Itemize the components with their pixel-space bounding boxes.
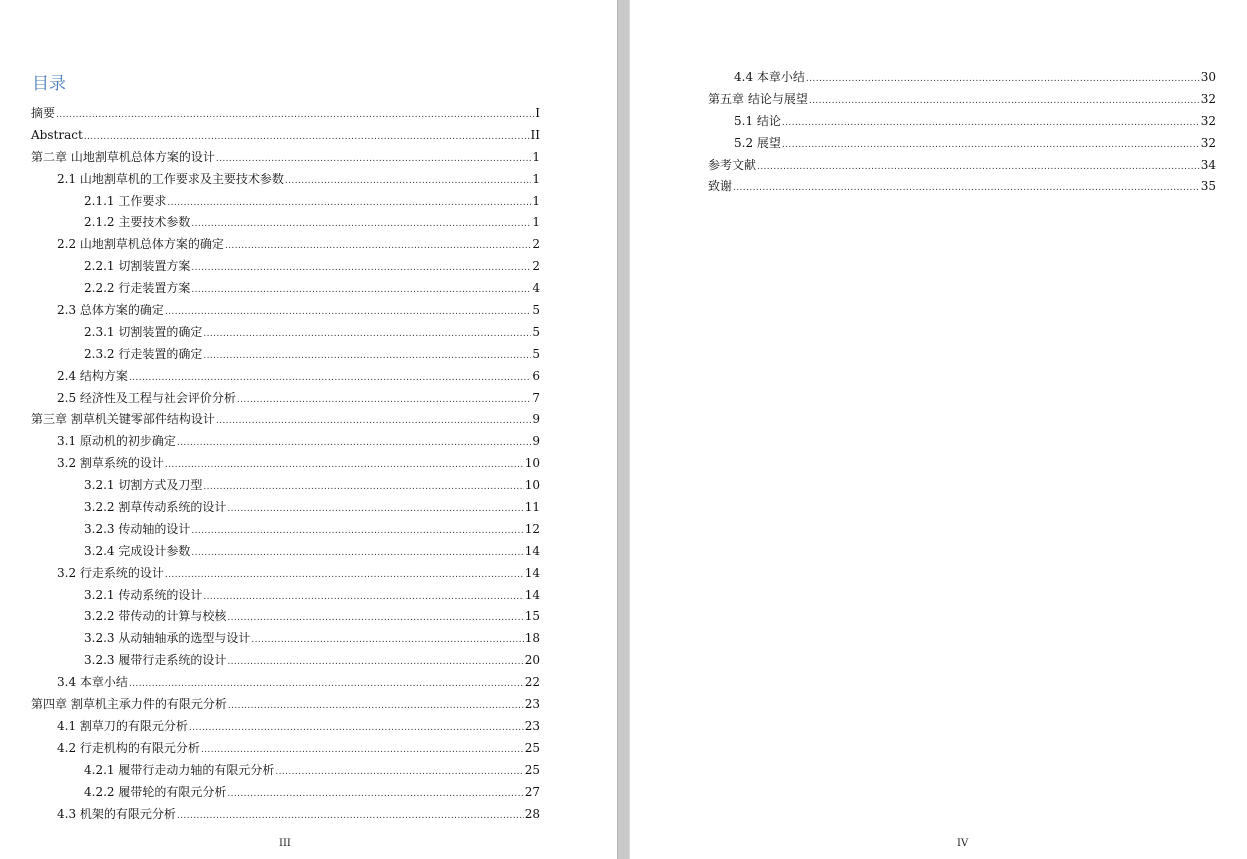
toc-entry-label: 2.1.1 工作要求 [84,193,167,208]
toc-entry[interactable] [31,782,540,804]
toc-entry[interactable] [31,344,540,366]
toc-leader-dots [227,608,523,630]
toc-entry[interactable] [31,585,540,607]
toc-entry[interactable] [31,672,540,694]
toc-leader-dots [227,499,523,521]
toc-entry-page: 22 [524,675,540,690]
toc-entry-page: 14 [524,587,540,602]
document-page-right [630,0,1247,859]
toc-entry[interactable] [708,111,1216,133]
toc-entry-label: 5.2 展望 [734,135,781,150]
toc-leader-dots [191,543,523,565]
toc-entry-label: 3.2.3 履带行走系统的设计 [84,653,227,668]
toc-entry-label: 3.2.4 完成设计参数 [84,543,191,558]
toc-entry-page: II [530,127,540,142]
toc-entry[interactable] [31,453,540,475]
toc-entry-label: 4.2 行走机构的有限元分析 [57,740,200,755]
toc-entry[interactable] [31,300,540,322]
toc-leader-dots [177,433,531,455]
toc-leader-dots [782,113,1200,135]
toc-entry-label: 第四章 割草机主承力件的有限元分析 [31,697,227,712]
toc-entry-label: 第二章 山地割草机总体方案的设计 [31,149,215,164]
toc-leader-dots [191,214,531,236]
toc-entry[interactable] [31,431,540,453]
toc-leader-dots [227,652,523,674]
toc-entry[interactable] [31,716,540,738]
toc-entry[interactable] [31,103,540,125]
toc-list [31,103,540,825]
toc-entry-page: 25 [524,740,540,755]
toc-entry-page: 32 [1200,135,1216,150]
toc-entry[interactable] [708,67,1216,89]
toc-entry-label: 3.2 行走系统的设计 [57,565,164,580]
toc-entry-label: 3.4 本章小结 [57,675,128,690]
toc-leader-dots [757,157,1200,179]
toc-entry[interactable] [708,89,1216,111]
toc-entry[interactable] [708,176,1216,198]
toc-entry-page: 1 [532,215,540,230]
toc-leader-dots [275,762,523,784]
toc-list [708,67,1216,198]
toc-entry-page: 34 [1200,157,1216,172]
page-divider [617,0,630,859]
toc-entry-label: 5.1 结论 [734,113,781,128]
toc-entry[interactable] [31,147,540,169]
toc-leader-dots [216,149,532,171]
toc-entry[interactable] [31,234,540,256]
toc-entry[interactable] [31,628,540,650]
toc-entry-page: 1 [532,149,540,164]
page-number: III [279,838,291,849]
toc-entry-page: 9 [532,434,540,449]
toc-entry-label: Abstract [31,127,83,142]
toc-leader-dots [228,696,524,718]
toc-entry-label: 2.3.1 切割装置的确定 [84,324,203,339]
toc-title: 目录 [32,74,66,94]
toc-leader-dots [237,390,531,412]
toc-entry-page: 7 [532,390,540,405]
toc-entry[interactable] [31,191,540,213]
toc-entry-label: 2.2 山地割草机总体方案的确定 [57,237,224,252]
toc-leader-dots [203,324,531,346]
toc-entry-label: 2.1.2 主要技术参数 [84,215,191,230]
toc-entry[interactable] [31,388,540,410]
toc-entry-page: 23 [524,697,540,712]
toc-leader-dots [733,178,1200,200]
toc-leader-dots [129,368,531,390]
toc-leader-dots [167,193,531,215]
toc-entry-label: 第五章 结论与展望 [708,91,808,106]
toc-entry-page: 2 [532,259,540,274]
toc-entry[interactable] [31,519,540,541]
toc-entry-label: 2.5 经济性及工程与社会评价分析 [57,390,236,405]
toc-entry-page: I [535,106,540,120]
toc-entry-page: 18 [524,631,540,646]
toc-entry-page: 25 [524,762,540,777]
toc-entry-label: 致谢 [708,179,733,194]
toc-leader-dots [165,455,524,477]
toc-entry[interactable] [31,497,540,519]
toc-entry[interactable] [31,278,540,300]
toc-leader-dots [203,346,531,368]
toc-leader-dots [203,587,523,609]
toc-entry-label: 4.2.2 履带轮的有限元分析 [84,784,227,799]
toc-entry-label: 2.3.2 行走装置的确定 [84,346,203,361]
toc-leader-dots [165,302,531,324]
toc-entry-label: 摘要 [31,106,56,120]
toc-entry[interactable] [31,125,540,147]
toc-leader-dots [56,105,534,127]
toc-entry-page: 4 [532,281,540,296]
toc-entry[interactable] [31,760,540,782]
toc-leader-dots [191,280,531,302]
toc-entry-page: 1 [532,193,540,208]
toc-entry-page: 2 [532,237,540,252]
toc-entry[interactable] [31,366,540,388]
toc-leader-dots [177,806,524,828]
toc-leader-dots [84,127,530,149]
toc-leader-dots [806,69,1200,91]
toc-entry[interactable] [31,606,540,628]
toc-entry-label: 2.4 结构方案 [57,368,128,383]
toc-leader-dots [189,718,524,740]
toc-entry-page: 5 [532,303,540,318]
toc-entry[interactable] [708,155,1216,177]
toc-entry-page: 20 [524,653,540,668]
toc-entry-page: 32 [1200,113,1216,128]
toc-leader-dots [165,565,524,587]
toc-entry-page: 14 [524,543,540,558]
toc-entry-page: 28 [524,806,540,821]
toc-entry-label: 2.2.2 行走装置方案 [84,281,191,296]
toc-entry-label: 参考文献 [708,157,757,172]
page-number: IV [957,838,969,849]
toc-entry-label: 4.2.1 履带行走动力轴的有限元分析 [84,762,275,777]
toc-leader-dots [201,740,524,762]
toc-entry-label: 2.3 总体方案的确定 [57,303,164,318]
toc-entry-page: 10 [524,456,540,471]
toc-entry[interactable] [31,212,540,234]
toc-entry-page: 5 [532,324,540,339]
toc-entry-page: 11 [524,500,540,515]
toc-entry-page: 14 [524,565,540,580]
toc-entry[interactable] [31,475,540,497]
toc-leader-dots [191,521,523,543]
toc-leader-dots [203,477,523,499]
toc-entry-label: 第三章 割草机关键零部件结构设计 [31,412,215,427]
toc-leader-dots [191,258,531,280]
toc-entry[interactable] [31,738,540,760]
toc-entry-page: 15 [524,609,540,624]
toc-leader-dots [809,91,1200,113]
document-page-left [0,0,617,859]
toc-leader-dots [251,630,523,652]
toc-entry[interactable] [31,650,540,672]
toc-entry[interactable] [31,541,540,563]
toc-entry-label: 3.2.3 传动轴的设计 [84,521,191,536]
toc-entry-page: 10 [524,478,540,493]
toc-entry-label: 4.4 本章小结 [734,70,805,84]
toc-entry-page: 9 [532,412,540,427]
toc-entry-label: 2.2.1 切割装置方案 [84,259,191,274]
toc-entry-label: 3.2.1 切割方式及刀型 [84,478,203,493]
toc-entry-page: 27 [524,784,540,799]
toc-entry[interactable] [31,563,540,585]
toc-leader-dots [285,171,531,193]
toc-entry-label: 3.2.3 从动轴轴承的选型与设计 [84,631,251,646]
toc-entry-label: 3.2.2 带传动的计算与校核 [84,609,227,624]
toc-entry-label: 3.1 原动机的初步确定 [57,434,176,449]
toc-entry-label: 2.1 山地割草机的工作要求及主要技术参数 [57,171,284,186]
toc-entry-page: 23 [524,718,540,733]
toc-leader-dots [782,135,1200,157]
toc-entry-label: 3.2.1 传动系统的设计 [84,587,203,602]
toc-entry[interactable] [31,409,540,431]
toc-entry[interactable] [31,256,540,278]
toc-leader-dots [129,674,524,696]
toc-leader-dots [216,411,532,433]
toc-leader-dots [225,236,531,258]
toc-entry-page: 1 [532,171,540,186]
toc-entry[interactable] [31,169,540,191]
toc-entry[interactable] [31,804,540,826]
toc-entry-page: 35 [1200,179,1216,194]
toc-entry-page: 5 [532,346,540,361]
toc-leader-dots [227,784,523,806]
toc-entry[interactable] [708,133,1216,155]
toc-entry-page: 6 [532,368,540,383]
toc-entry-page: 12 [524,521,540,536]
toc-entry-label: 4.3 机架的有限元分析 [57,806,176,821]
toc-entry-label: 3.2 割草系统的设计 [57,456,164,471]
toc-entry-page: 30 [1200,70,1216,84]
toc-entry-page: 32 [1200,91,1216,106]
toc-entry-label: 3.2.2 割草传动系统的设计 [84,500,227,515]
toc-entry[interactable] [31,322,540,344]
toc-entry-label: 4.1 割草刀的有限元分析 [57,718,188,733]
toc-entry[interactable] [31,694,540,716]
